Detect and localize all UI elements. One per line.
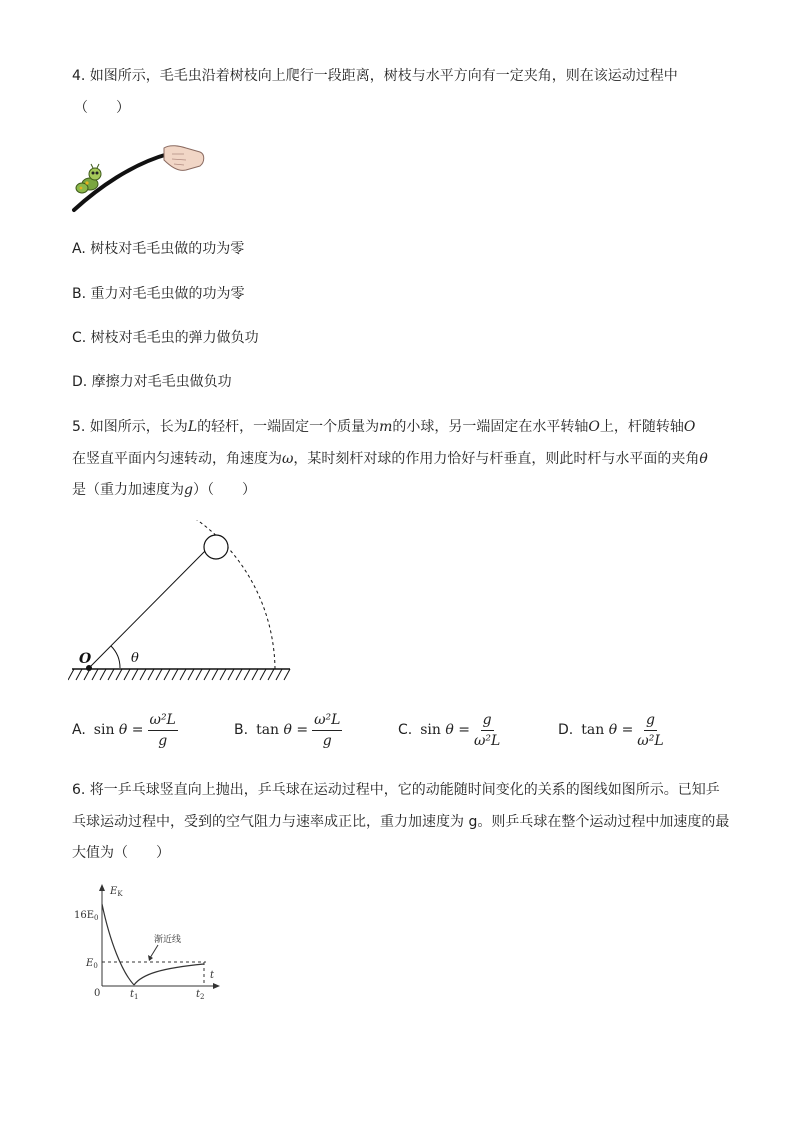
- q5-option-d[interactable]: D. tan θ = $\frac{g}{\text{ω²L}}$: [558, 711, 664, 749]
- q4-option-a[interactable]: A. 树枝对毛毛虫做的功为零: [72, 241, 245, 257]
- xlabel: t: [210, 970, 215, 981]
- q6-stem-line2: 乓球运动过程中，受到的空气阻力与速率成正比，重力加速度为 g。则乒乓球在整个运动过程中加速度的最: [72, 814, 730, 830]
- q4-option-c[interactable]: C. 树枝对毛毛虫的弹力做负功: [72, 330, 259, 346]
- tick-t2: $t_2$: [196, 989, 205, 1001]
- q6-stem-line1: 6. 将一乒乓球竖直向上抛出，乒乓球在运动过程中，它的动能随时间变化的关系的图线如图所示。已知乒: [72, 782, 720, 798]
- ylabel: $E_K$: [110, 886, 123, 898]
- q5-figure-rod-ball: [68, 520, 298, 690]
- origin-label: 0: [94, 988, 101, 999]
- asymptote-pointer: [150, 945, 158, 958]
- q5-option-c[interactable]: C. sin θ = $\frac{g}{\text{ω²L}}$: [398, 711, 501, 749]
- q6-graph-kinetic-energy: [72, 882, 232, 1002]
- q4-answer-blank: （ ）: [74, 100, 130, 116]
- tick-t1: $t_1$: [130, 989, 139, 1001]
- fraction: $\frac{\text{ω²L}}{g}$: [314, 711, 341, 749]
- x-axis-arrow: [213, 983, 220, 989]
- q4-stem-line1: 4. 如图所示，毛毛虫沿着树枝向上爬行一段距离，树枝与水平方向有一定夹角，则在该运动过程中: [72, 68, 678, 84]
- label-o: O: [79, 651, 92, 667]
- asymptote-pointer-tip: [148, 955, 153, 961]
- asymptote-label: 渐近线: [154, 935, 182, 945]
- ground-hatching: [68, 669, 290, 680]
- angle-arc: [111, 646, 120, 668]
- ball: [204, 535, 228, 559]
- q5-stem-line2: 在竖直平面内匀速转动，角速度为ω，某时刻杆对球的作用力恰好与杆垂直，则此时杆与水平面的夹角θ: [72, 451, 708, 467]
- q5-options: [72, 708, 712, 752]
- q4-figure-caterpillar-branch: [68, 140, 208, 216]
- q4-option-d[interactable]: D. 摩擦力对毛毛虫做负功: [72, 374, 232, 390]
- tick-e0: $E_0$: [86, 958, 98, 970]
- q5-stem-line3: 是（重力加速度为g）（ ）: [72, 482, 256, 498]
- hand-icon: [164, 146, 204, 171]
- fraction: $\frac{g}{\text{ω²L}}$: [637, 711, 664, 749]
- fraction: $\frac{\text{ω²L}}{g}$: [149, 711, 176, 749]
- q5-option-a[interactable]: A. sin θ = $\frac{\text{ω²L}}{g}$: [72, 711, 176, 749]
- rod: [89, 548, 208, 668]
- fraction: $\frac{g}{\text{ω²L}}$: [473, 711, 501, 749]
- tick-16e0: $16E_0$: [74, 910, 99, 922]
- q5-option-b[interactable]: B. tan θ = $\frac{\text{ω²L}}{g}$: [234, 711, 341, 749]
- q6-stem-line3: 大值为（ ）: [72, 845, 170, 861]
- label-theta: θ: [131, 651, 139, 666]
- ek-curve-up: [102, 904, 134, 985]
- q5-stem-line1: 5. 如图所示，长为L的轻杆，一端固定一个质量为m的小球，另一端固定在水平转轴O上，杆随转轴O: [72, 419, 696, 435]
- q4-option-b[interactable]: B. 重力对毛毛虫做的功为零: [72, 286, 245, 302]
- ek-curve-down: [134, 964, 204, 985]
- y-axis-arrow: [99, 884, 105, 891]
